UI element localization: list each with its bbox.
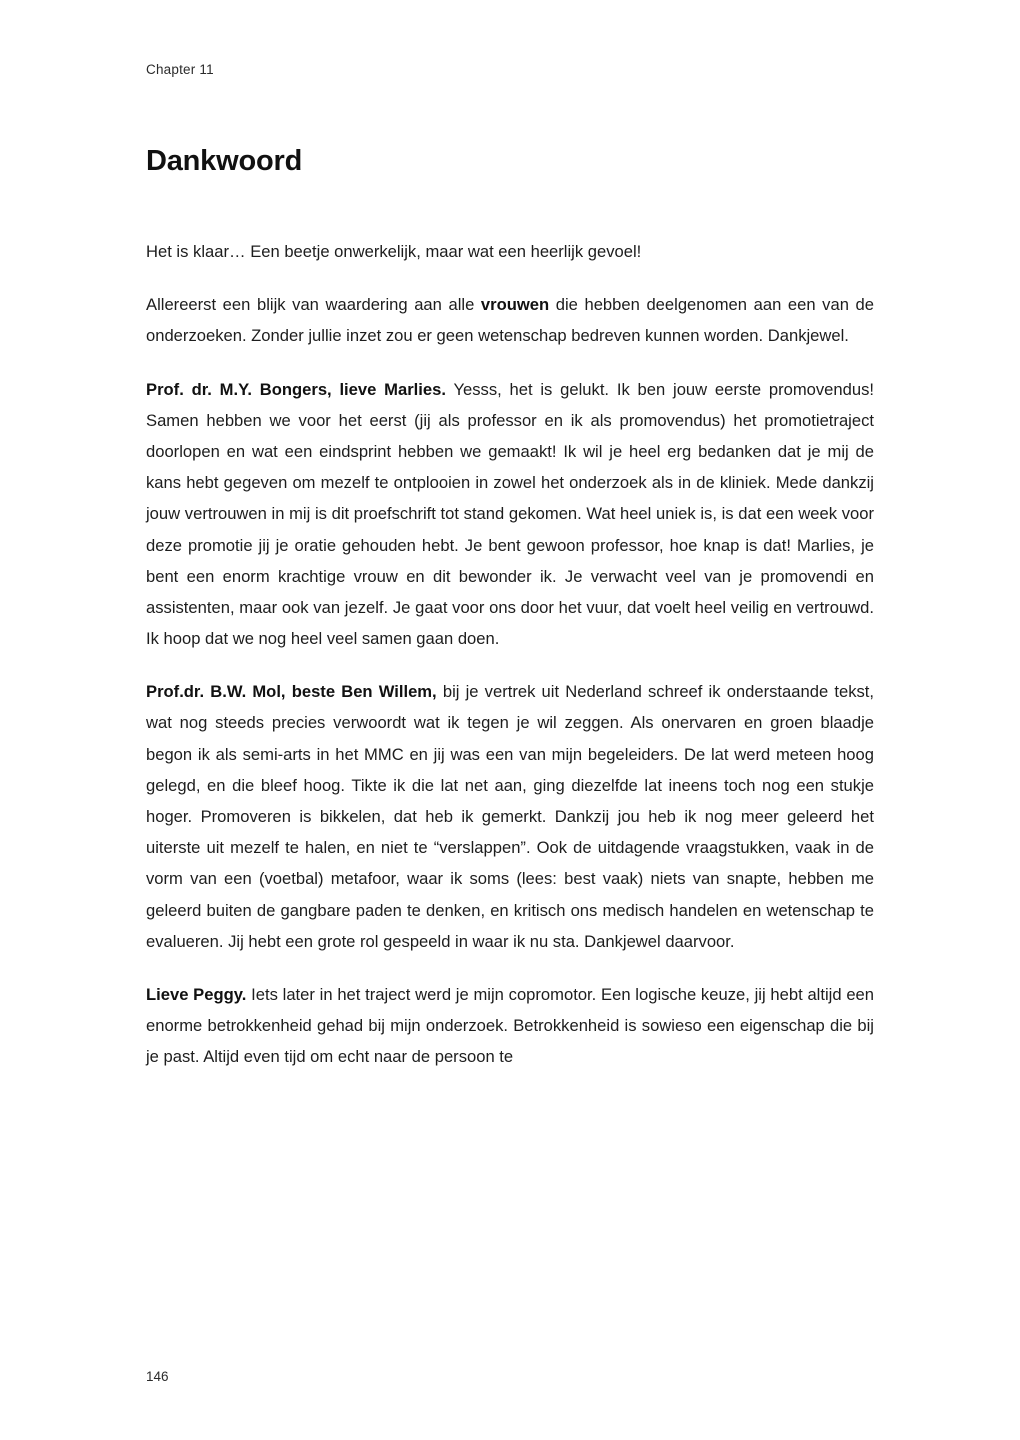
- paragraph-mol-lead: Prof.dr. B.W. Mol, beste Ben Willem,: [146, 682, 437, 702]
- paragraph-intro-text: Het is klaar… Een beetje onwerkelijk, maar wat een heerlijk gevoel!: [146, 242, 642, 261]
- page-content: [146, 0, 874, 1095]
- paragraph-bongers: [146, 374, 874, 655]
- paragraph-peggy-text: Iets later in het traject werd je mijn copromotor. Een logische keuze, jij hebt altijd een enorme betrokkenheid gehad bij mijn onderzoek. Betrokkenheid is sowieso een eigenschap die bij je past. Altijd even tijd om echt naar de persoon te: [146, 984, 875, 1067]
- paragraph-peggy-lead: Lieve Peggy.: [146, 984, 247, 1004]
- body-text: [146, 236, 874, 1073]
- paragraph-peggy: [146, 979, 874, 1073]
- paragraph-intro: [146, 236, 874, 267]
- page-title: Dankwoord: [146, 145, 303, 177]
- page-number: 146: [146, 1369, 169, 1384]
- paragraph-women-bold-word: vrouwen: [480, 295, 550, 315]
- paragraph-bongers-lead: Prof. dr. M.Y. Bongers, lieve Marlies.: [146, 379, 446, 399]
- paragraph-acknowledgement-women: [146, 289, 874, 351]
- paragraph-mol-text: bij je vertrek uit Nederland schreef ik onderstaande tekst, wat nog steeds precies verwoordt wat ik tegen je wil zeggen. Als onervaren en groen blaadje begon ik als semi-arts in het MMC en jij was een van mijn begeleiders. De lat werd meteen hoog gelegd, en die bleef hoog. Tikte ik die lat net aan, ging diezelfde lat ineens toch nog een stukje hoger. Promoveren is bikkelen, dat heb ik gemerkt. Dankzij jou heb ik nog meer geleerd het uiterste uit mezelf te halen, en niet te “verslappen”. Ook de uitdagende vraagstukken, vaak in de vorm van een (voetbal) metafoor, waar ik soms (lees: best vaak) niets van snapte, hebben me geleerd buiten de gangbare paden te denken, en kritisch ons medisch handelen en wetenschap te evalueren. Jij hebt een grote rol gespeeld in waar ik nu sta. Dankjewel daarvoor.: [146, 682, 875, 951]
- running-head: Chapter 11: [146, 62, 214, 77]
- paragraph-women-text-before: Allereerst een blijk van waardering aan alle: [146, 295, 481, 315]
- paragraph-women-text-after: die hebben deelgenomen aan een van de onderzoeken. Zonder jullie inzet zou er geen wetenschap bedreven kunnen worden. Dankjewel.: [146, 295, 874, 346]
- paragraph-mol: [146, 676, 874, 957]
- paragraph-bongers-text: Yesss, het is gelukt. Ik ben jouw eerste promovendus! Samen hebben we voor het eerst (jij als professor en ik als promovendus) het promotietraject doorlopen en wat een eindsprint hebben we gemaakt! Ik wil je heel erg bedanken dat je mij de kans hebt gegeven om mezelf te ontplooien in zowel het onderzoek als in de kliniek. Mede dankzij jouw vertrouwen in mij is dit proefschrift tot stand gekomen. Wat heel uniek is, is dat een week voor deze promotie jij je oratie gehouden hebt. Je bent gewoon professor, hoe knap is dat! Marlies, je bent een enorm krachtige vrouw en dit bewonder ik. Je verwacht veel van je promovendi en assistenten, maar ook van jezelf. Je gaat voor ons door het vuur, dat voelt heel veilig en vertrouwd. Ik hoop dat we nog heel veel samen gaan doen.: [146, 379, 875, 649]
